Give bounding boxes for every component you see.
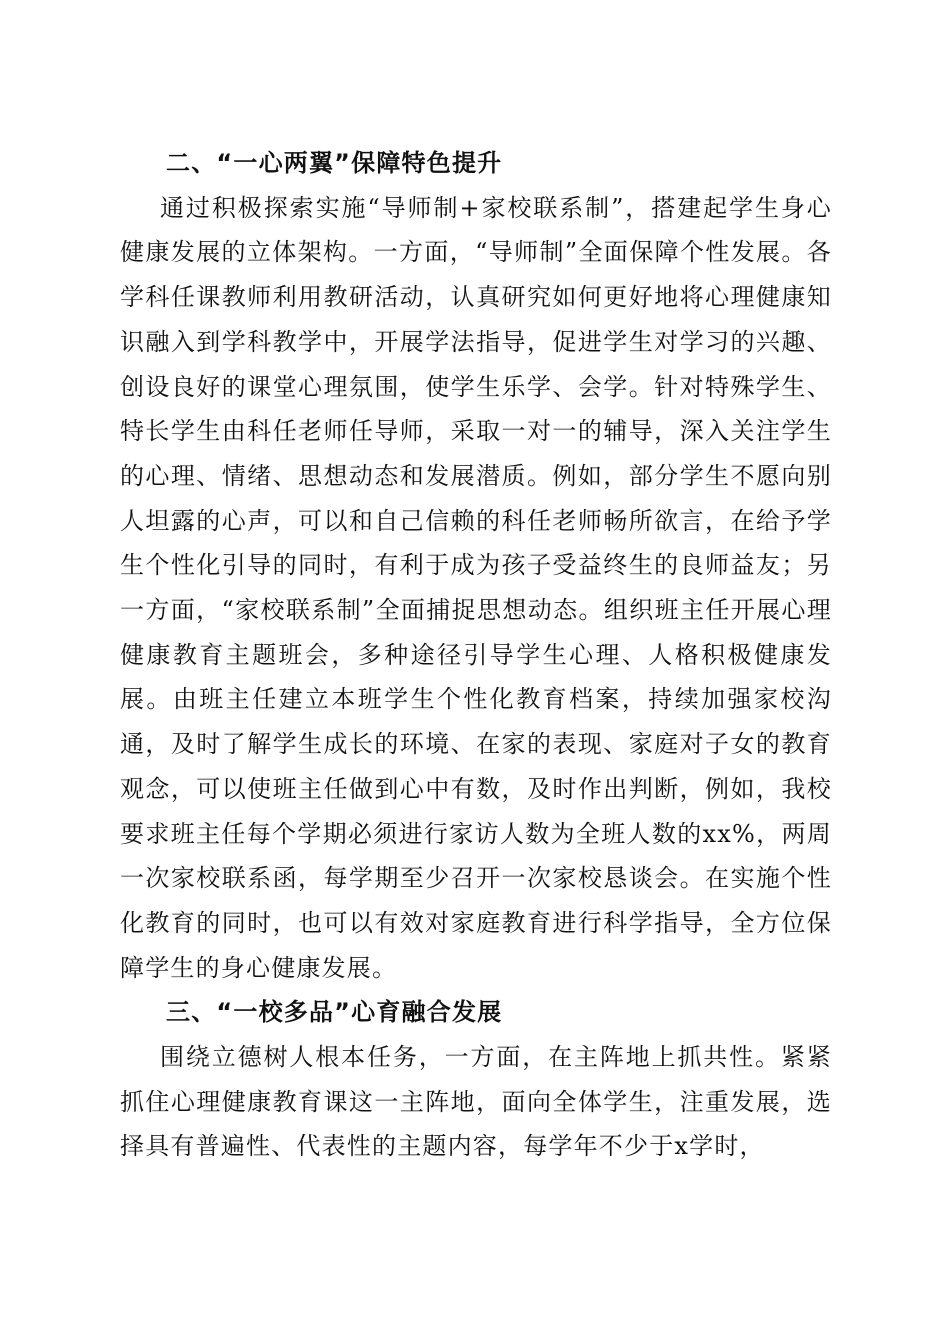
section-paragraph-3: 围绕立德树人根本任务，一方面，在主阵地上抓共性。紧紧抓住心理健康教育课这一主阵地，面向全体学生，注重发展，选择具有普遍性、代表性的主题内容，每学年不少于x学时， (120, 1043, 832, 1161)
section-heading-2: 二、“一心两翼”保障特色提升 (166, 149, 503, 177)
section-heading-3: 三、“一校多品”心育融合发展 (166, 998, 503, 1027)
document-body (120, 141, 832, 1169)
section-paragraph-2: 通过积极探索实施“导师制+家校联系制”，搭建起学生身心健康发展的立体架构。一方面，“导师制”全面保障个性发展。各学科任课教师利用教研活动，认真研究如何更好地将心理健康知识融入到学科教学中，开展学法指导，促进学生对学习的兴趣、创设良好的课堂心理氛围，使学生乐学、会学。针对特殊学生、特长学生由科任老师任导师，采取一对一的辅导，深入关注学生的心理、情绪、思想动态和发展潜质。例如，部分学生不愿向别人坦露的心声，可以和自己信赖的科任老师畅所欲言，在给予学生个性化引导的同时，有利于成为孩子受益终生的良师益友；另一方面，“家校联系制”全面捕捉思想动态。组织班主任开展心理健康教育主题班会，多种途径引导学生心理、人格积极健康发展。由班主任建立本班学生个性化教育档案，持续加强家校沟通，及时了解学生成长的环境、在家的表现、家庭对子女的教育观念，可以使班主任做到心中有数，及时作出判断，例如，我校要求班主任每个学期必须进行家访人数为全班人数的xx%，两周一次家校联系函，每学期至少召开一次家校恳谈会。在实施个性化教育的同时，也可以有效对家庭教育进行科学指导，全方位保障学生的身心健康发展。 (120, 193, 832, 982)
